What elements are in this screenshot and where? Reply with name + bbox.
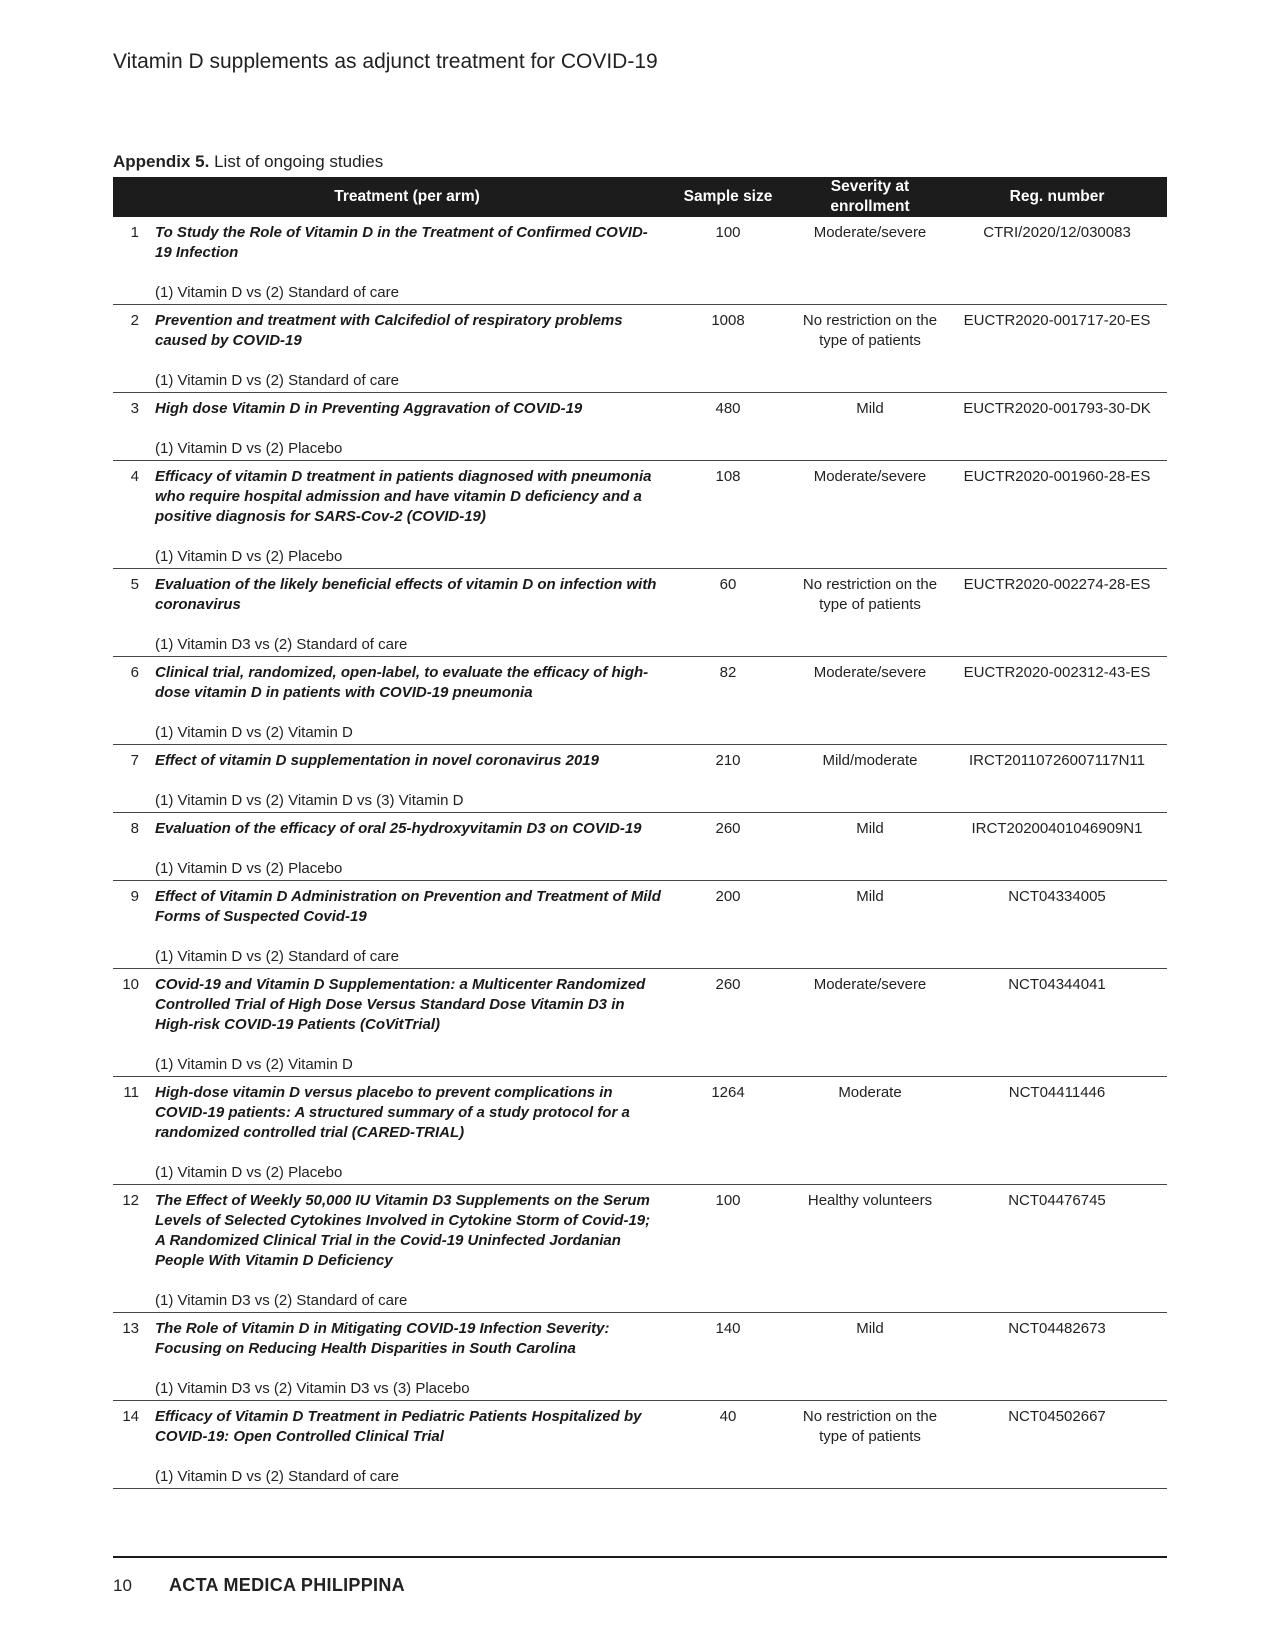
severity: No restriction on the type of patients [802,1408,938,1445]
treatment-cell [151,1313,663,1401]
row-number [113,969,151,1077]
row-number [113,813,151,881]
row-number-text: 7 [130,752,139,769]
sample-size-cell [663,217,793,305]
treatment-cell [151,305,663,393]
reg-number-cell [947,1185,1167,1313]
treatment-cell [151,657,663,745]
study-arms: (1) Vitamin D vs (2) Vitamin D vs (3) Vitamin D [155,792,464,809]
sample-size-cell [663,1401,793,1489]
reg-number-cell [947,745,1167,813]
severity-cell [793,393,947,461]
study-arms: (1) Vitamin D vs (2) Placebo [155,860,343,877]
row-number-text: 4 [130,468,139,485]
header-reg-number: Reg. number [947,177,1167,217]
sample-size: 100 [715,224,741,241]
reg-number-cell [947,393,1167,461]
row-number [113,1185,151,1313]
running-title: Vitamin D supplements as adjunct treatment for COVID-19 [113,50,658,73]
study-arms: (1) Vitamin D vs (2) Placebo [155,1164,343,1181]
sample-size: 1008 [711,312,745,329]
sample-size: 100 [715,1192,741,1209]
reg-number: NCT04344041 [1008,976,1106,993]
study-arms: (1) Vitamin D3 vs (2) Standard of care [155,636,408,653]
severity-cell [793,881,947,969]
treatment-cell [151,969,663,1077]
study-arms: (1) Vitamin D vs (2) Vitamin D [155,724,353,741]
table-row [113,657,1167,745]
row-number-text: 9 [130,888,139,905]
severity: No restriction on the type of patients [802,576,938,613]
row-number-text: 1 [130,224,139,241]
table-row [113,745,1167,813]
sample-size-cell [663,657,793,745]
reg-number-cell [947,461,1167,569]
severity: Mild [856,820,884,837]
row-number [113,881,151,969]
severity-cell [793,461,947,569]
row-number-text: 14 [122,1408,139,1425]
reg-number: IRCT20110726007117N11 [969,752,1145,769]
row-number [113,217,151,305]
caption-label: Appendix 5. [113,152,210,171]
severity: Moderate/severe [813,976,927,993]
severity-cell [793,745,947,813]
row-number-text: 2 [130,312,139,329]
row-number [113,1077,151,1185]
severity-cell [793,969,947,1077]
sample-size: 140 [715,1320,741,1337]
treatment-cell [151,1401,663,1489]
sample-size: 1264 [711,1084,745,1101]
sample-size: 40 [719,1408,737,1425]
study-arms: (1) Vitamin D3 vs (2) Vitamin D3 vs (3) Placebo [155,1380,470,1397]
reg-number: EUCTR2020-001717-20-ES [963,312,1151,329]
ongoing-studies-table [113,177,1167,1489]
reg-number-cell [947,1077,1167,1185]
row-number [113,745,151,813]
study-title: Effect of vitamin D supplementation in novel coronavirus 2019 [155,752,599,769]
sample-size-cell [663,813,793,881]
severity-cell [793,1077,947,1185]
row-number-text: 8 [130,820,139,837]
severity: Moderate/severe [813,664,927,681]
table-row [113,813,1167,881]
row-number [113,461,151,569]
study-arms: (1) Vitamin D vs (2) Placebo [155,548,343,565]
treatment-cell [151,1185,663,1313]
row-number-text: 3 [130,400,139,417]
row-number [113,569,151,657]
severity-cell [793,217,947,305]
study-title: Prevention and treatment with Calcifediol of respiratory problems caused by COVID-19 [155,312,623,349]
severity-cell [793,305,947,393]
severity-cell [793,657,947,745]
study-title: The Effect of Weekly 50,000 IU Vitamin D3 Supplements on the Serum Levels of Selected Cytokines Involved in Cytokine Storm of Covid-19; A Randomized Clinical Trial in the Covid-19 Uninfected Jordanian People With Vitamin D Deficiency [155,1192,651,1269]
reg-number-cell [947,969,1167,1077]
sample-size: 260 [715,820,741,837]
study-title: Efficacy of vitamin D treatment in patients diagnosed with pneumonia who require hospital admission and have vitamin D deficiency and a positive diagnosis for SARS-Cov-2 (COVID-19) [155,468,652,525]
sample-size-cell [663,1077,793,1185]
row-number-text: 11 [123,1084,139,1101]
table-row [113,1401,1167,1489]
header-number [113,177,151,217]
row-number [113,657,151,745]
severity-cell [793,1313,947,1401]
study-arms: (1) Vitamin D vs (2) Standard of care [155,284,399,301]
reg-number: CTRI/2020/12/030083 [983,224,1131,241]
reg-number-cell [947,881,1167,969]
table-row [113,305,1167,393]
reg-number: NCT04334005 [1008,888,1106,905]
header-severity: Severity at enrollment [793,177,947,217]
reg-number: NCT04482673 [1008,1320,1106,1337]
table-row [113,881,1167,969]
treatment-cell [151,569,663,657]
treatment-cell [151,745,663,813]
caption-text: List of ongoing studies [209,152,384,171]
study-title: Clinical trial, randomized, open-label, to evaluate the efficacy of high-dose vitamin D in patients with COVID-19 pneumonia [155,664,649,701]
severity: Moderate/severe [813,468,927,485]
sample-size-cell [663,461,793,569]
reg-number: EUCTR2020-002274-28-ES [963,576,1151,593]
reg-number: NCT04411446 [1008,1084,1106,1101]
sample-size: 60 [719,576,737,593]
table-row [113,1077,1167,1185]
header-treatment: Treatment (per arm) [151,177,663,217]
study-title: Efficacy of Vitamin D Treatment in Pediatric Patients Hospitalized by COVID-19: Open Controlled Clinical Trial [155,1408,642,1445]
table-row [113,393,1167,461]
study-title: Evaluation of the likely beneficial effects of vitamin D on infection with coronavirus [155,576,657,613]
severity: Moderate [838,1084,902,1101]
table-caption [113,152,383,172]
study-arms: (1) Vitamin D vs (2) Standard of care [155,372,399,389]
reg-number-cell [947,1401,1167,1489]
table-row [113,461,1167,569]
sample-size-cell [663,1185,793,1313]
study-title: To Study the Role of Vitamin D in the Treatment of Confirmed COVID-19 Infection [155,224,648,261]
treatment-cell [151,881,663,969]
study-title: Evaluation of the efficacy of oral 25-hydroxyvitamin D3 on COVID-19 [155,820,642,837]
reg-number-cell [947,657,1167,745]
severity-cell [793,569,947,657]
sample-size-cell [663,393,793,461]
sample-size: 108 [715,468,741,485]
study-arms: (1) Vitamin D vs (2) Standard of care [155,1468,399,1485]
reg-number: EUCTR2020-001793-30-DK [963,400,1151,417]
treatment-cell [151,813,663,881]
reg-number: EUCTR2020-002312-43-ES [963,664,1151,681]
reg-number: EUCTR2020-001960-28-ES [963,468,1151,485]
table-row [113,569,1167,657]
row-number [113,393,151,461]
reg-number-cell [947,569,1167,657]
table-row [113,969,1167,1077]
reg-number-cell [947,305,1167,393]
header-sample-size: Sample size [663,177,793,217]
treatment-cell [151,1077,663,1185]
sample-size-cell [663,745,793,813]
severity: Healthy volunteers [807,1192,933,1209]
footer-rule [113,1556,1167,1558]
reg-number: NCT04502667 [1008,1408,1106,1425]
row-number [113,1401,151,1489]
treatment-cell [151,393,663,461]
study-arms: (1) Vitamin D3 vs (2) Standard of care [155,1292,408,1309]
table-row [113,217,1167,305]
row-number-text: 13 [122,1320,139,1337]
severity: Moderate/severe [813,224,927,241]
reg-number: IRCT20200401046909N1 [971,820,1143,837]
severity-cell [793,1185,947,1313]
table-header-row [113,177,1167,217]
row-number-text: 6 [130,664,139,681]
study-arms: (1) Vitamin D vs (2) Vitamin D [155,1056,353,1073]
row-number [113,305,151,393]
study-title: Effect of Vitamin D Administration on Prevention and Treatment of Mild Forms of Suspected Covid-19 [155,888,661,925]
severity: Mild [856,400,884,417]
sample-size: 82 [719,664,737,681]
row-number-text: 10 [122,976,139,993]
table-row [113,1313,1167,1401]
row-number-text: 12 [122,1192,139,1209]
study-title: COvid-19 and Vitamin D Supplementation: a Multicenter Randomized Controlled Trial of High Dose Versus Standard Dose Vitamin D3 in High-risk COVID-19 Patients (CoVitTrial) [155,976,646,1033]
sample-size-cell [663,569,793,657]
sample-size: 480 [715,400,741,417]
severity-cell [793,1401,947,1489]
sample-size-cell [663,305,793,393]
reg-number-cell [947,217,1167,305]
row-number-text: 5 [130,576,139,593]
sample-size: 260 [715,976,741,993]
study-arms: (1) Vitamin D vs (2) Standard of care [155,948,399,965]
reg-number-cell [947,1313,1167,1401]
severity: Mild [856,1320,884,1337]
sample-size-cell [663,969,793,1077]
page-number: 10 [113,1576,132,1595]
severity: No restriction on the type of patients [802,312,938,349]
row-number [113,1313,151,1401]
severity: Mild [856,888,884,905]
severity-cell [793,813,947,881]
reg-number-cell [947,813,1167,881]
sample-size: 200 [715,888,741,905]
study-title: High-dose vitamin D versus placebo to prevent complications in COVID-19 patients: A structured summary of a study protocol for a randomized controlled trial (CARED-TRIAL) [155,1084,630,1141]
treatment-cell [151,217,663,305]
treatment-cell [151,461,663,569]
severity: Mild/moderate [822,752,918,769]
table-row [113,1185,1167,1313]
sample-size-cell [663,881,793,969]
reg-number: NCT04476745 [1008,1192,1106,1209]
sample-size: 210 [715,752,741,769]
study-title: The Role of Vitamin D in Mitigating COVID-19 Infection Severity: Focusing on Reducing Health Disparities in South Carolina [155,1320,610,1357]
study-title: High dose Vitamin D in Preventing Aggravation of COVID-19 [155,400,583,417]
study-arms: (1) Vitamin D vs (2) Placebo [155,440,343,457]
journal-name: ACTA MEDICA PHILIPPINA [169,1575,405,1595]
sample-size-cell [663,1313,793,1401]
